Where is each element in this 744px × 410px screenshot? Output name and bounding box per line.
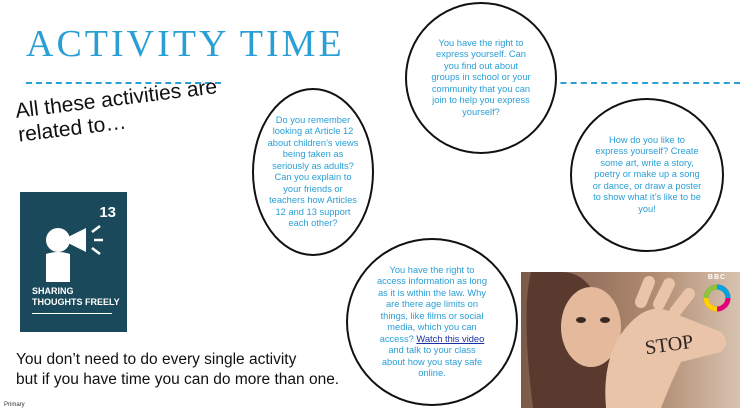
stop-sign-text: STOP — [643, 330, 695, 360]
activity-circle-article-12: Do you remember looking at Article 12 about children’s views being taken as seriously as adults? Can you explain to your friends or teachers how Articles 12 and 13 support each other? — [252, 88, 374, 256]
footer-label: Primary — [4, 402, 25, 408]
activity-circle-online-safety: You have the right to access information as long as it is within the law. Why are there age limits on things, like films or social media, which you can access? Watch this video and talk to your class about how you stay safe online. — [346, 238, 518, 406]
cbbc-logo-icon — [698, 274, 736, 312]
intro-text: All these activities are related to… — [14, 75, 219, 147]
badge-underline — [32, 313, 112, 314]
instructions-note: You don’t need to do every single activity but if you have time you can do more than one. — [16, 351, 340, 388]
badge-number: 13 — [99, 204, 116, 221]
watch-video-link[interactable]: Watch this video — [416, 333, 485, 344]
megaphone-person-icon — [40, 224, 120, 284]
article-13-badge — [20, 192, 127, 332]
badge-label: SHARING THOUGHTS FREELY — [32, 286, 120, 307]
divider-right — [540, 82, 740, 84]
page-title: ACTIVITY TIME — [26, 23, 345, 65]
cbbc-logo: BBC — [698, 274, 736, 312]
activity-circle-express: You have the right to express yourself. Can you find out about groups in school or your community that you can join to help you express yourself? — [405, 2, 557, 154]
activity-circle-create: How do you like to express yourself? Create some art, write a story, poetry or make up a song or dance, or draw a poster to show what it’s like to be you! — [570, 98, 724, 252]
